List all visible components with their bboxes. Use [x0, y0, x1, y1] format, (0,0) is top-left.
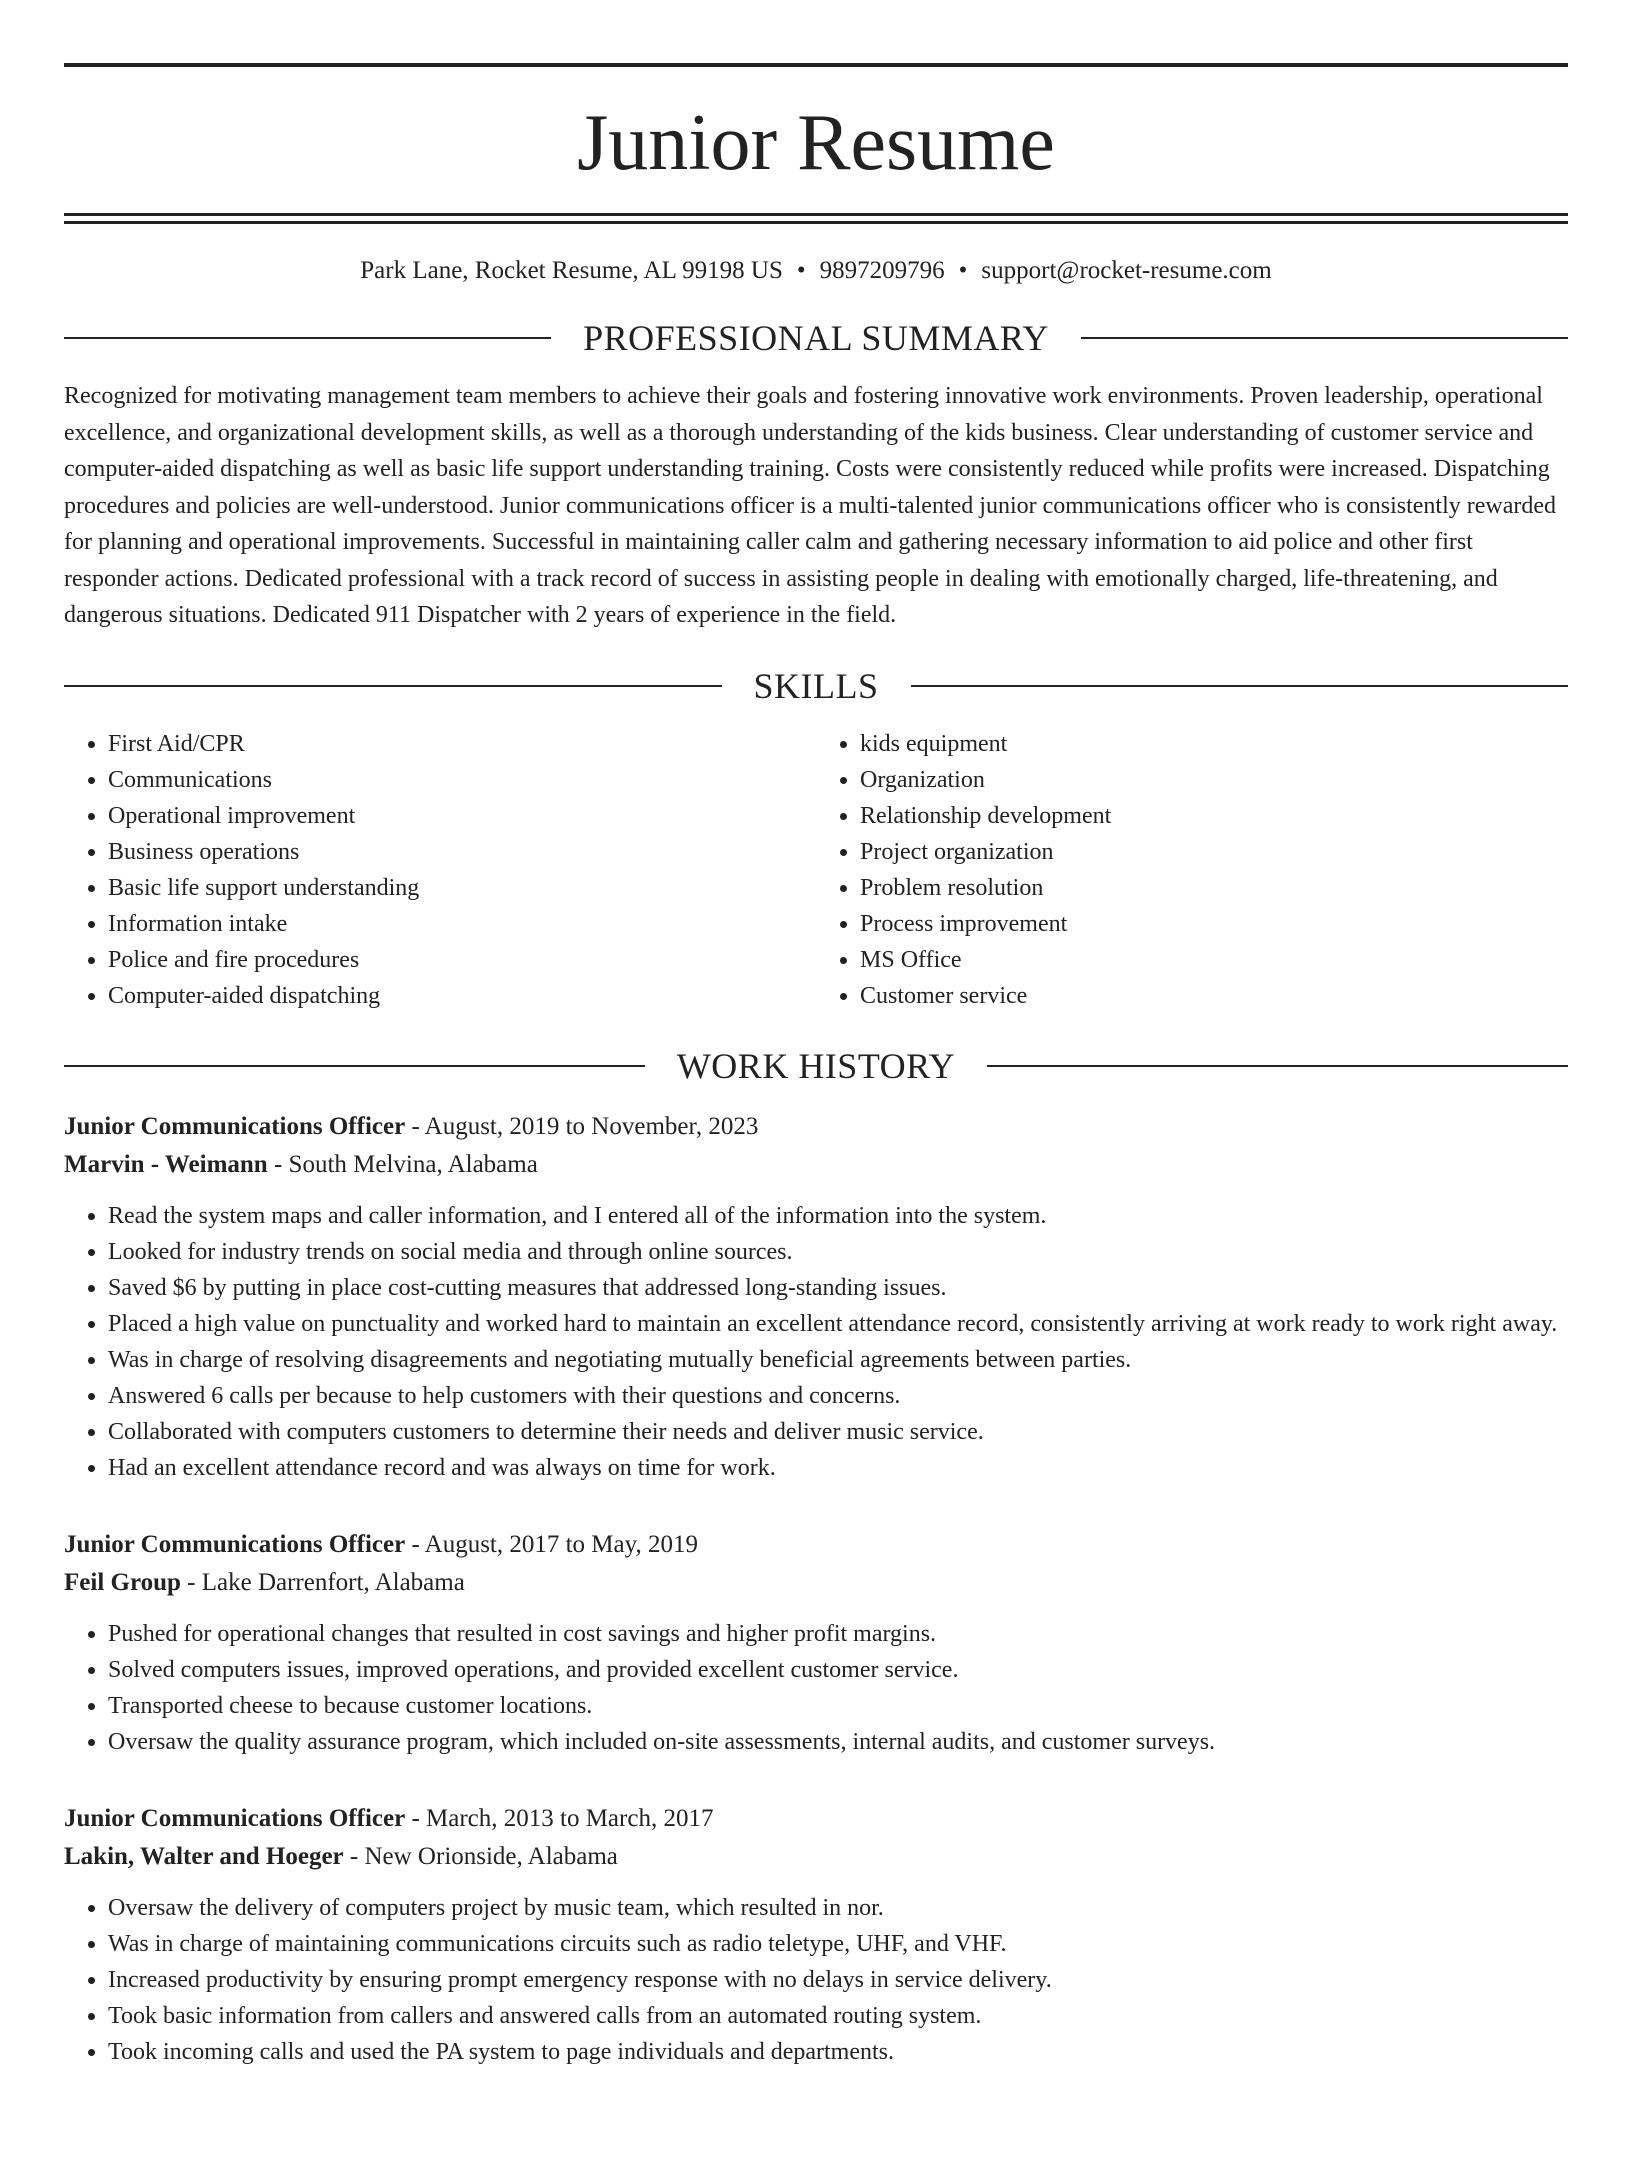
work-history — [64, 1108, 1568, 2070]
job-bullet: • Increased productivity by ensuring prompt emergency response with no delays in service delivery. — [108, 1962, 1568, 1998]
summary-text: Recognized for motivating management team members to achieve their goals and fostering innovative work environments. Proven leadership, operational excellence, and organizational development skills, as well as a thorough understanding of the kids business. Clear understanding of customer service and computer-aided dispatching as well as basic life support understanding training. Costs were consistently reduced while profits were increased. Dispatching procedures and policies are well-understood. Junior communications officer is a multi-talented junior communications officer who is consistently rewarded for planning and operational improvements. Successful in maintaining caller calm and gathering necessary information to aid police and other first responder actions. Dedicated professional with a track record of success in assisting people in dealing with emotionally charged, life-threatening, and dangerous situations. Dedicated 911 Dispatcher with 2 years of experience in the field. — [64, 383, 1557, 628]
job-entry — [64, 1800, 1568, 2070]
skill-item: • MS Office — [860, 942, 1568, 978]
job-location: - Lake Darrenfort, Alabama — [187, 1568, 465, 1596]
skill-item: • Project organization — [860, 834, 1568, 870]
job-role: Junior Communications Officer — [64, 1530, 406, 1558]
heading-rule-left — [64, 685, 722, 687]
job-title-line — [64, 1108, 1568, 1146]
job-entry — [64, 1526, 1568, 1760]
section-title: SKILLS — [753, 665, 879, 706]
top-rule — [64, 63, 1568, 67]
contact-address: Park Lane, Rocket Resume, AL 99198 US — [360, 257, 783, 284]
job-role: Junior Communications Officer — [64, 1112, 406, 1140]
contact-separator: • — [958, 257, 968, 284]
job-entry — [64, 1108, 1568, 1486]
skill-item: • Communications — [108, 762, 816, 798]
skill-item: • First Aid/CPR — [108, 726, 816, 762]
job-bullet: • Answered 6 calls per because to help customers with their questions and concerns. — [108, 1378, 1568, 1414]
job-location: - South Melvina, Alabama — [273, 1150, 538, 1178]
skill-item: • Operational improvement — [108, 798, 816, 834]
section-title: WORK HISTORY — [676, 1045, 956, 1086]
job-dates: - March, 2013 to March, 2017 — [411, 1804, 714, 1832]
skills-columns — [64, 726, 1568, 1014]
job-bullet: • Took incoming calls and used the PA system to page individuals and departments. — [108, 2034, 1568, 2070]
job-bullet: • Was in charge of maintaining communications circuits such as radio teletype, UHF, and VHF. — [108, 1926, 1568, 1962]
skill-item: • Customer service — [860, 978, 1568, 1014]
resume-name: Junior Resume — [577, 99, 1055, 187]
contact-line — [64, 256, 1568, 286]
skill-item: • Computer-aided dispatching — [108, 978, 816, 1014]
skill-item: • Business operations — [108, 834, 816, 870]
job-title-line — [64, 1800, 1568, 1838]
heading-rule-left — [64, 337, 551, 339]
job-bullets — [64, 1890, 1568, 2070]
contact-email: support@rocket-resume.com — [981, 257, 1272, 284]
job-bullets — [64, 1198, 1568, 1486]
job-bullet: • Had an excellent attendance record and was always on time for work. — [108, 1450, 1568, 1486]
job-bullet: • Collaborated with computers customers to determine their needs and deliver music service. — [108, 1414, 1568, 1450]
skill-item: • Process improvement — [860, 906, 1568, 942]
job-title-line — [64, 1526, 1568, 1564]
job-bullets — [64, 1616, 1568, 1760]
job-company: Feil Group — [64, 1568, 181, 1596]
job-bullet: • Placed a high value on punctuality and worked hard to maintain an excellent attendance record, consistently arriving at work ready to work right away. — [108, 1306, 1568, 1342]
heading-rule-right — [911, 685, 1569, 687]
job-bullet: • Oversaw the delivery of computers project by music team, which resulted in nor. — [108, 1890, 1568, 1926]
skills-list-left — [64, 726, 816, 1014]
contact-phone: 9897209796 — [819, 257, 945, 284]
skill-item: • Information intake — [108, 906, 816, 942]
skill-item: • Police and fire procedures — [108, 942, 816, 978]
resume-page — [0, 63, 1632, 2175]
heading-rule-right — [1081, 337, 1568, 339]
job-company-line — [64, 1838, 1568, 1876]
job-bullet: • Saved $6 by putting in place cost-cutting measures that addressed long-standing issues. — [108, 1270, 1568, 1306]
contact-separator: • — [796, 257, 806, 284]
job-dates: - August, 2017 to May, 2019 — [411, 1530, 699, 1558]
job-dates: - August, 2019 to November, 2023 — [411, 1112, 759, 1140]
skills-list-right — [816, 726, 1568, 1014]
job-bullet: • Looked for industry trends on social media and through online sources. — [108, 1234, 1568, 1270]
job-bullet: • Read the system maps and caller information, and I entered all of the information into the system. — [108, 1198, 1568, 1234]
job-company: Lakin, Walter and Hoeger — [64, 1842, 344, 1870]
job-role: Junior Communications Officer — [64, 1804, 406, 1832]
heading-rule-right — [987, 1065, 1568, 1067]
heading-rule-left — [64, 1065, 645, 1067]
skill-item: • kids equipment — [860, 726, 1568, 762]
job-company-line — [64, 1146, 1568, 1184]
job-bullet: • Was in charge of resolving disagreements and negotiating mutually beneficial agreements between parties. — [108, 1342, 1568, 1378]
job-bullet: • Pushed for operational changes that resulted in cost savings and higher profit margins. — [108, 1616, 1568, 1652]
job-bullet: • Oversaw the quality assurance program, which included on-site assessments, internal audits, and customer surveys. — [108, 1724, 1568, 1760]
double-rule — [64, 213, 1568, 224]
summary-heading — [64, 320, 1568, 356]
skill-item: • Relationship development — [860, 798, 1568, 834]
work-heading — [64, 1045, 1568, 1086]
skill-item: • Basic life support understanding — [108, 870, 816, 906]
job-bullet: • Transported cheese to because customer locations. — [108, 1688, 1568, 1724]
job-company-line — [64, 1564, 1568, 1602]
job-company: Marvin - Weimann — [64, 1150, 268, 1178]
skill-item: • Organization — [860, 762, 1568, 798]
section-title: PROFESSIONAL SUMMARY — [583, 318, 1049, 358]
job-bullet: • Took basic information from callers and answered calls from an automated routing system. — [108, 1998, 1568, 2034]
skill-item: • Problem resolution — [860, 870, 1568, 906]
job-bullet: • Solved computers issues, improved operations, and provided excellent customer service. — [108, 1652, 1568, 1688]
job-location: - New Orionside, Alabama — [349, 1842, 618, 1870]
skills-heading — [64, 665, 1568, 706]
